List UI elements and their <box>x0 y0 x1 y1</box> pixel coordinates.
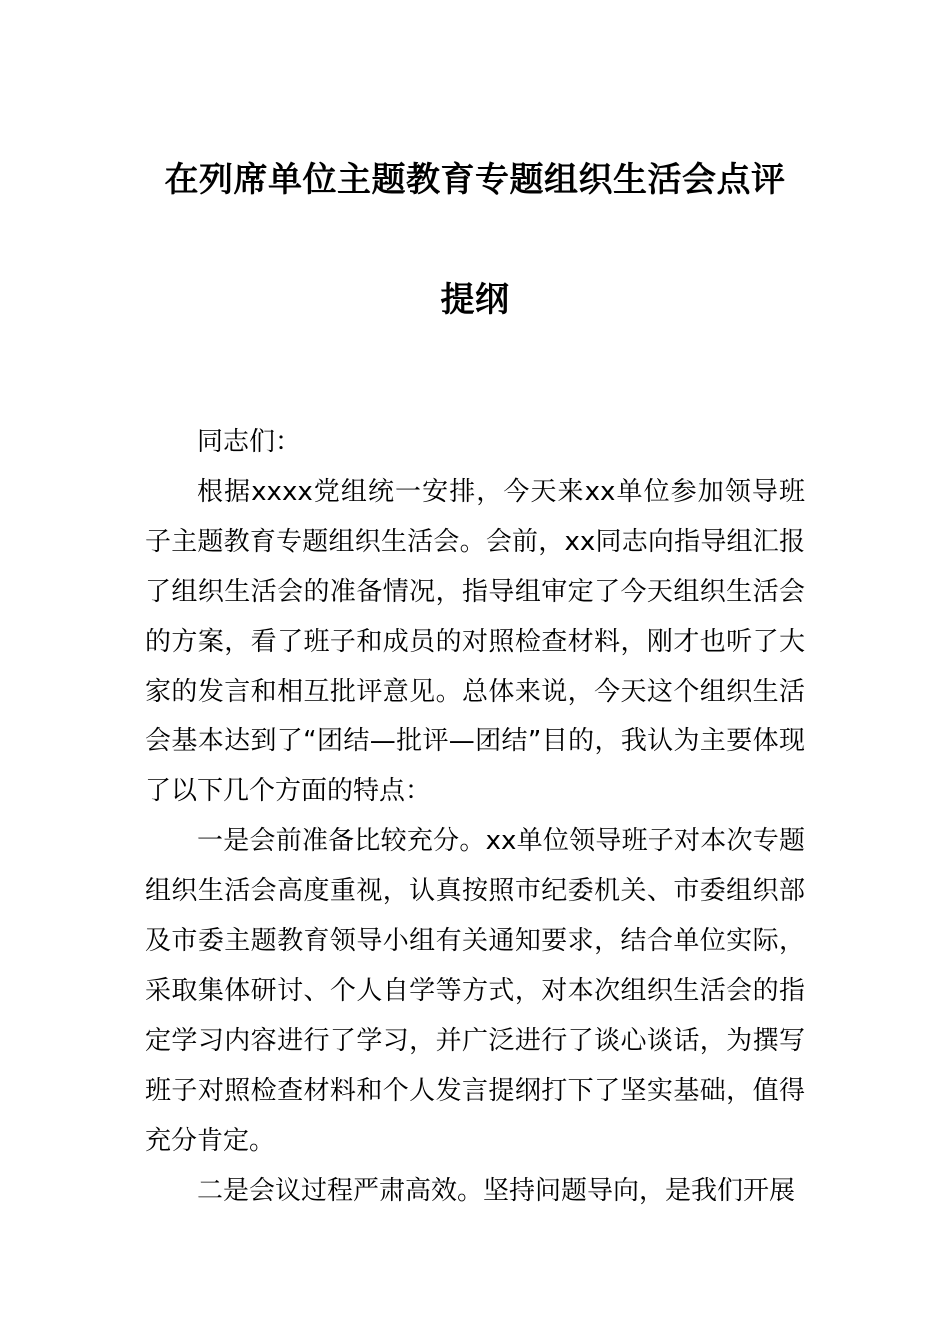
salutation: 同志们： <box>197 427 302 457</box>
paragraph-intro: 根据xxxx党组统一安排，今天来xx单位参加领导班子主题教育专题组织生活会。会前，xx同志向指导组汇报了组织生活会的准备情况，指导组审定了今天组织生活会的方案，看了班子和成员的对照检查材料，刚才也听了大家的发言和相互批评意见。总体来说，今天这个组织生活会基本达到了“团结—批评—团结”目的，我认为主要体现了以下几个方面的特点： <box>145 476 805 807</box>
document-title-line-2: 提纲 <box>440 280 510 320</box>
paragraph-point-two: 二是会议过程严肃高效。坚持问题导向，是我们开展 <box>197 1175 796 1206</box>
document-body <box>145 418 805 1217</box>
paragraph-point-one: 一是会前准备比较充分。xx单位领导班子对本次专题组织生活会高度重视，认真按照市纪委机关、市委组织部及市委主题教育领导小组有关通知要求，结合单位实际，采取集体研讨、个人自学等方式，对本次组织生活会的指定学习内容进行了学习，并广泛进行了谈心谈话，为撰写班子对照检查材料和个人发言提纲打下了坚实基础，值得充分肯定。 <box>145 826 805 1156</box>
document-title-line-1: 在列席单位主题教育专题组织生活会点评 <box>164 160 786 200</box>
